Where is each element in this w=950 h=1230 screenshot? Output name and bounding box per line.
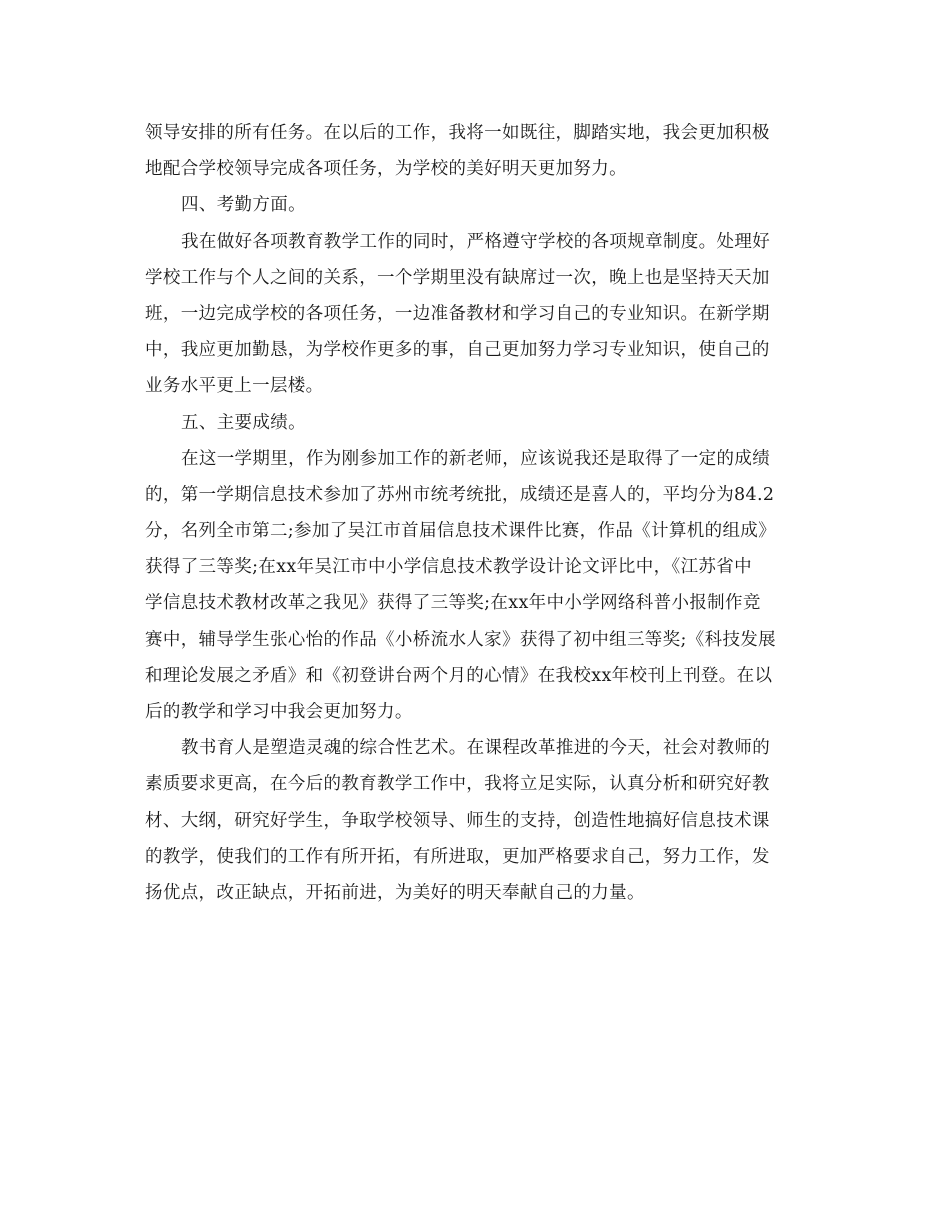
text-line: 的教学，使我们的工作有所开拓，有所进取，更加严格要求自己，努力工作，发 bbox=[145, 846, 770, 867]
text-line: 分，名列全市第二;参加了吴江市首届信息技术课件比赛，作品《计算机的组成》 bbox=[145, 521, 776, 542]
text-line: 学信息技术教材改革之我见》获得了三等奖;在xx年中小学网络科普小报制作竞 bbox=[145, 593, 761, 614]
text-line: 扬优点，改正缺点，开拓前进，为美好的明天奉献自己的力量。 bbox=[145, 882, 645, 903]
text-line: 学校工作与个人之间的关系，一个学期里没有缺席过一次，晚上也是坚持天天加 bbox=[145, 267, 770, 288]
text-line: 在这一学期里，作为刚参加工作的新老师，应该说我还是取得了一定的成绩 bbox=[181, 448, 771, 469]
text-line: 和理论发展之矛盾》和《初登讲台两个月的心情》在我校xx年校刊上刊登。在以 bbox=[145, 665, 773, 686]
text-line: 中，我应更加勤恳，为学校作更多的事，自己更加努力学习专业知识，使自己的 bbox=[145, 340, 770, 361]
text-line: 素质要求更高，在今后的教育教学工作中，我将立足实际，认真分析和研究好教 bbox=[145, 774, 770, 795]
document-body bbox=[145, 115, 807, 911]
section-heading-achievements: 五、主要成绩。 bbox=[181, 412, 306, 433]
text-line: 业务水平更上一层楼。 bbox=[145, 376, 324, 397]
section-heading-attendance: 四、考勤方面。 bbox=[181, 195, 306, 216]
text-line: 班，一边完成学校的各项任务，一边准备教材和学习自己的专业知识。在新学期 bbox=[145, 303, 770, 324]
text-line: 地配合学校领导完成各项任务，为学校的美好明天更加努力。 bbox=[145, 159, 627, 180]
text-line: 领导安排的所有任务。在以后的工作，我将一如既往，脚踏实地，我会更加积极 bbox=[145, 123, 770, 143]
text-line: 教书育人是塑造灵魂的综合性艺术。在课程改革推进的今天，社会对教师的 bbox=[181, 738, 771, 759]
text-line: 我在做好各项教育教学工作的同时，严格遵守学校的各项规章制度。处理好 bbox=[181, 231, 771, 252]
text-line: 材、大纲，研究好学生，争取学校领导、师生的支持，创造性地搞好信息技术课 bbox=[145, 810, 770, 831]
text-line: 获得了三等奖;在xx年吴江市中小学信息技术教学设计论文评比中，《江苏省中 bbox=[145, 557, 752, 578]
text-line: 赛中，辅导学生张心怡的作品《小桥流水人家》获得了初中组三等奖;《科技发展 bbox=[145, 629, 776, 650]
text-line: 的，第一学期信息技术参加了苏州市统考统批，成绩还是喜人的，平均分为84.2 bbox=[145, 484, 775, 505]
text-line: 后的教学和学习中我会更加努力。 bbox=[145, 702, 413, 722]
